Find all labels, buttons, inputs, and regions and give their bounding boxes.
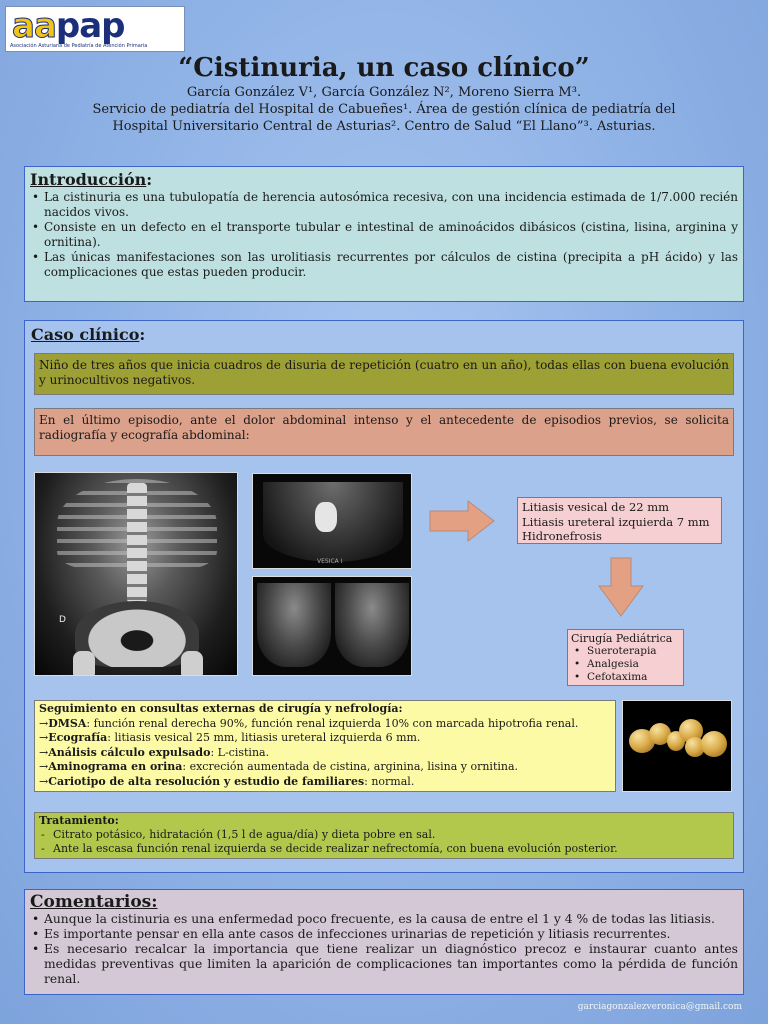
followup-title: Seguimiento en consultas externas de cirugía y nefrología:	[39, 702, 403, 715]
treatment-box	[34, 812, 734, 859]
arrow-glyph: →	[39, 774, 49, 788]
contact-email[interactable]: garciagonzalezveronica@gmail.com	[577, 1002, 742, 1012]
followup-item	[39, 760, 611, 775]
xray-side-label: D	[59, 615, 66, 625]
case-title-text: Caso clínico	[31, 325, 140, 344]
followup-label: Análisis cálculo expulsado	[48, 745, 211, 759]
followup-item	[39, 731, 611, 746]
treatment-title: Tratamiento:	[39, 814, 119, 827]
xray-spine	[127, 483, 147, 603]
affiliation-line-1: Servicio de pediatría del Hospital de Cabueñes¹. Área de gestión clínica de pediatría del	[92, 102, 676, 117]
followup-label: Ecografía	[48, 731, 108, 744]
treatment-item: - Citrato potásico, hidratación (1,5 l de agua/día) y dieta pobre en sal.	[39, 828, 729, 842]
arrow-down-icon	[597, 556, 645, 618]
ultrasound-caption: VESICA I	[317, 558, 343, 565]
followup-text: : excreción aumentada de cistina, arginina, lisina y ornitina.	[182, 760, 519, 773]
arrow-glyph: →	[39, 716, 49, 730]
followup-text: : normal.	[364, 774, 415, 788]
intro-bullet: • Las únicas manifestaciones son las urolitiasis recurrentes por cálculos de cistina (precipita a pH ácido) y las complicaciones que estas pueden producir.	[30, 250, 738, 280]
followup-item	[39, 717, 611, 732]
intro-title-text: Introducción	[30, 170, 147, 189]
ultrasound-fan-right	[335, 583, 409, 667]
intro-section	[24, 166, 744, 302]
surgery-item: • Cefotaxima	[571, 671, 680, 684]
surgery-box	[567, 629, 684, 686]
followup-item	[39, 746, 611, 761]
comment-bullet: • Es importante pensar en ella ante casos de infecciones urinarias de repetición y litiasis recurrentes.	[30, 927, 738, 942]
surgery-item: • Sueroterapia	[571, 645, 680, 658]
logo-letters-navy: pap	[55, 6, 125, 46]
intro-title	[30, 170, 738, 190]
logo-letters-yellow: aa	[12, 6, 56, 46]
followup-box	[34, 700, 616, 792]
affiliation-line-2: Hospital Universitario Central de Asturias². Centro de Salud “El Llano”³. Asturias.	[112, 119, 656, 134]
ultrasound-bladder-image	[252, 473, 412, 569]
treatment-item: - Ante la escasa función renal izquierda se decide realizar nefrectomía, con buena evolución posterior.	[39, 842, 729, 856]
logo-subtitle: Asociación Asturiana de Pediatría de Atención Primaria	[10, 43, 148, 49]
followup-text: : función renal derecha 90%, función renal izquierda 10% con marcada hipotrofia renal.	[86, 716, 579, 730]
comment-bullet: • Aunque la cistinuria es una enfermedad poco frecuente, es la causa de entre el 1 y 4 % de todas las litiasis.	[30, 912, 738, 927]
followup-label: Aminograma en orina	[48, 760, 183, 773]
finding-item: Litiasis ureteral izquierda 7 mm	[522, 514, 710, 529]
poster-header	[0, 52, 768, 135]
intro-bullet: • Consiste en un defecto en el transporte tubular e intestinal de aminoácidos dibásicos (cistina, lisina, arginina y ornitina).	[30, 220, 738, 250]
comments-section	[24, 889, 744, 995]
arrow-glyph: →	[39, 731, 49, 744]
logo-letters	[12, 8, 125, 44]
authors-line: García González V¹, García González N², Moreno Sierra M³.	[186, 85, 582, 100]
ultrasound-stone	[315, 502, 337, 532]
comments-list	[30, 912, 738, 987]
followup-label: Cariotipo de alta resolución y estudio de familiares	[48, 774, 365, 788]
xray-femur-left	[73, 651, 95, 676]
cystine-stones-photo	[622, 700, 732, 792]
intro-bullet: • La cistinuria es una tubulopatía de herencia autosómica recesiva, con una incidencia estimada de 1/7.000 recién nacidos vivos.	[30, 190, 738, 220]
case-history-box: Niño de tres años que inicia cuadros de disuria de repetición (cuatro en un año), todas ellas con buena evolución y urinocultivos negativos.	[34, 353, 734, 395]
followup-item	[39, 775, 611, 790]
finding-item: Litiasis vesical de 22 mm	[522, 500, 670, 514]
arrow-right-icon	[428, 499, 496, 543]
arrow-glyph: →	[39, 745, 49, 759]
comments-title	[30, 892, 738, 912]
case-title	[31, 325, 737, 345]
aapap-logo	[5, 6, 185, 52]
xray-femur-right	[181, 651, 203, 676]
stone	[701, 731, 727, 757]
followup-label: DMSA	[48, 716, 87, 730]
comments-title-text: Comentarios:	[30, 892, 158, 912]
followup-text: : litiasis vesical 25 mm, litiasis ureteral izquierda 6 mm.	[107, 731, 421, 744]
intro-title-colon: :	[146, 170, 153, 189]
surgery-title: Cirugía Pediátrica	[571, 632, 673, 645]
abdominal-xray-image	[34, 472, 238, 676]
comment-bullet: • Es necesario recalcar la importancia que tiene realizar un diagnóstico precoz e instaurar cuanto antes medidas preventivas que limiten la aparición de complicaciones tan importantes como la pérdida de función renal.	[30, 942, 738, 987]
surgery-list	[571, 645, 680, 684]
case-title-colon: :	[139, 325, 146, 344]
intro-list	[30, 190, 738, 280]
surgery-item: • Analgesia	[571, 658, 680, 671]
followup-text: : L-cistina.	[210, 745, 270, 759]
finding-item: Hidronefrosis	[522, 529, 602, 543]
arrow-glyph: →	[39, 760, 49, 773]
imaging-findings-box	[517, 497, 722, 544]
ultrasound-kidney-image	[252, 576, 412, 676]
case-episode-box: En el último episodio, ante el dolor abdominal intenso y el antecedente de episodios previos, se solicita radiografía y ecografía abdominal:	[34, 408, 734, 456]
poster-title: “Cistinuria, un caso clínico”	[178, 53, 590, 83]
ultrasound-fan-left	[257, 583, 331, 667]
